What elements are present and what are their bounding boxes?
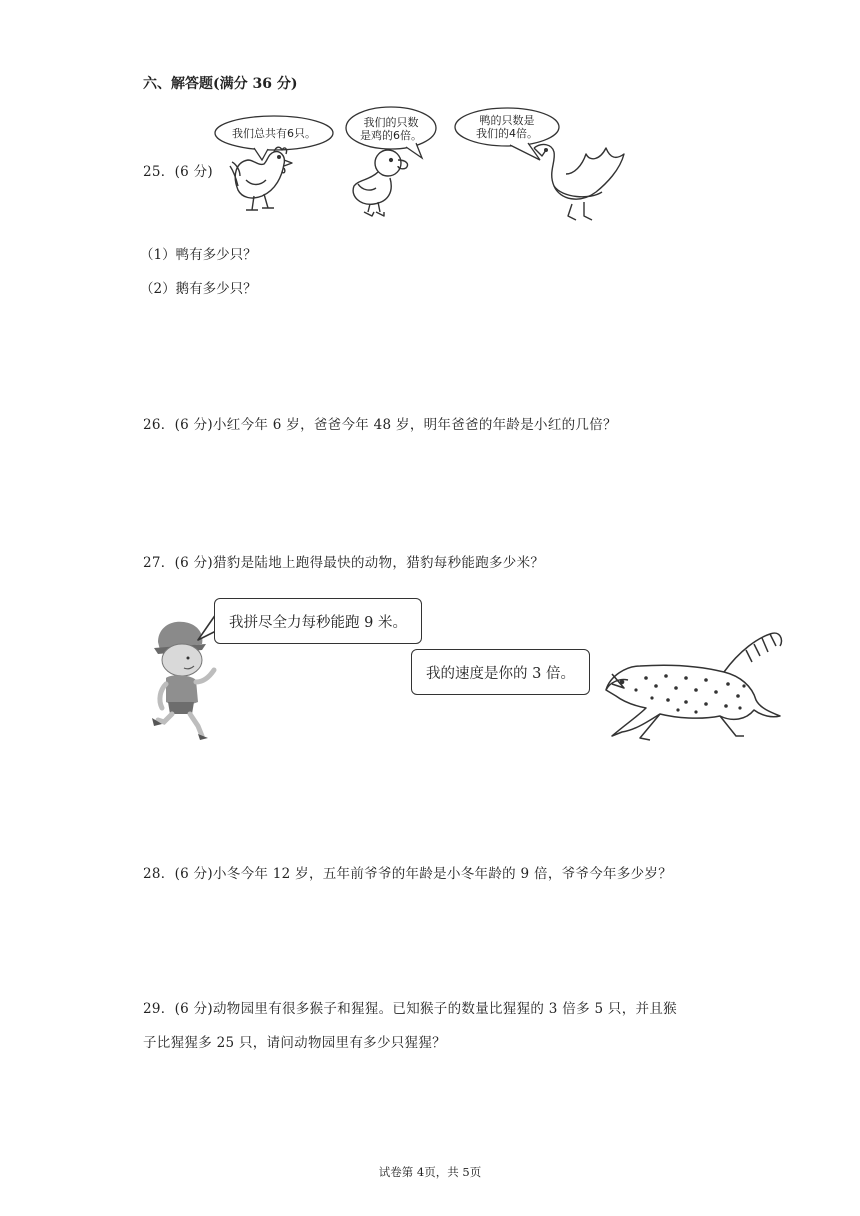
q27-text: 27．(6 分)猎豹是陆地上跑得最快的动物，猎豹每秒能跑多少米？ (143, 555, 545, 571)
duck-icon (353, 150, 407, 216)
q29-line1: 29．(6 分)动物园里有很多猴子和猩猩。已知猴子的数量比猩猩的 3 倍多 5 只，并且猴 (143, 1001, 677, 1017)
goose-bubble-line1: 鸭的只数是 (479, 114, 535, 127)
page-footer: 试卷第 4页，共 5页 (378, 1165, 482, 1179)
section-title: 六、解答题(满分 36 分) (143, 76, 298, 92)
q29-line2: 子比猩猩多 25 只，请问动物园里有多少只猩猩？ (143, 1035, 446, 1051)
goose-bubble-text (458, 114, 556, 140)
q28-text: 28．(6 分)小冬今年 12 岁，五年前爷爷的年龄是小冬年龄的 9 倍，爷爷今年多少岁？ (143, 866, 673, 882)
q25-number: 25．(6 分) (143, 164, 213, 180)
q25-sub1: （1）鸭有多少只？ (140, 247, 257, 263)
duck-bubble-line2: 是鸡的6倍。 (360, 129, 422, 142)
duck-bubble-text (346, 116, 436, 142)
chicken-bubble-text: 我们总共有6只。 (232, 127, 316, 140)
boy-icon (152, 622, 214, 740)
duck-bubble-line1: 我们的只数 (363, 116, 419, 129)
cheetah-icon (606, 633, 782, 740)
goose-bubble-line2: 我们的4倍。 (476, 127, 538, 140)
boy-speech-text: 我拼尽全力每秒能跑 9 米。 (229, 614, 407, 631)
boy-speech-bubble (214, 598, 422, 644)
q26-text: 26．(6 分)小红今年 6 岁，爸爸今年 48 岁，明年爸爸的年龄是小红的几倍？ (143, 417, 617, 433)
cheetah-speech-bubble (411, 649, 590, 695)
goose-icon (534, 145, 624, 220)
cheetah-speech-text: 我的速度是你的 3 倍。 (426, 665, 575, 682)
q25-sub2: （2）鹅有多少只？ (140, 281, 257, 297)
